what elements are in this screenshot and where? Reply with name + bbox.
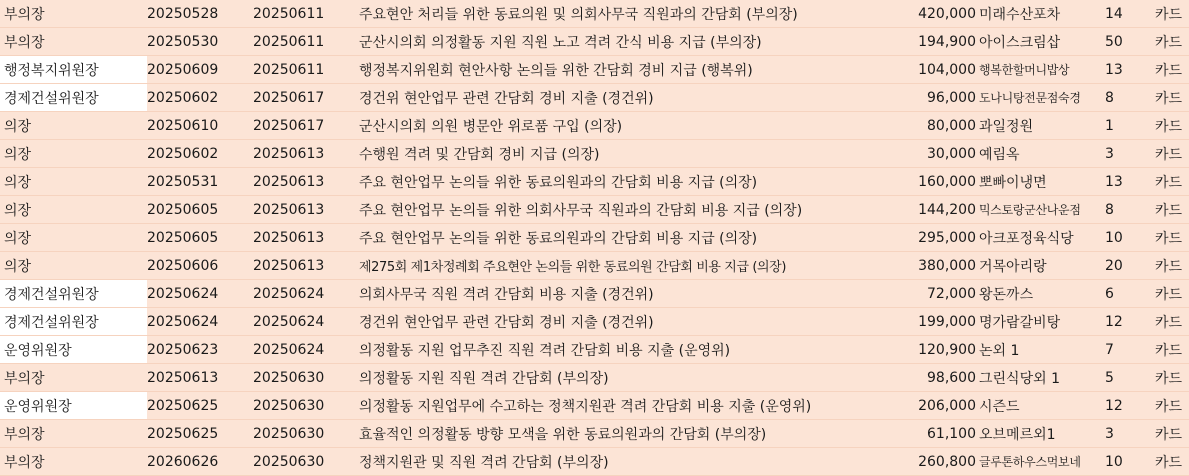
settle-date-cell[interactable]: 20250630 — [253, 364, 359, 392]
table-row — [0, 140, 1189, 168]
vendor-cell[interactable]: 미래수산포차 — [976, 0, 1105, 28]
settle-date-cell[interactable]: 20250613 — [253, 224, 359, 252]
vendor-cell[interactable]: 예림옥 — [976, 140, 1105, 168]
table-row — [0, 84, 1189, 112]
amount-cell[interactable]: 160,000 — [879, 168, 976, 196]
amount-cell[interactable]: 80,000 — [879, 112, 976, 140]
headcount-cell[interactable]: 20 — [1105, 252, 1155, 280]
payment-method-cell[interactable]: 카드 — [1155, 224, 1189, 252]
payment-method-cell[interactable]: 카드 — [1155, 392, 1189, 420]
role-cell[interactable]: 부의장 — [0, 420, 147, 448]
settle-date-cell[interactable]: 20250630 — [253, 448, 359, 476]
settle-date-cell[interactable]: 20250624 — [253, 336, 359, 364]
table-row — [0, 392, 1189, 420]
settle-date-cell[interactable]: 20250611 — [253, 56, 359, 84]
settle-date-cell[interactable]: 20250613 — [253, 196, 359, 224]
headcount-cell[interactable]: 8 — [1105, 196, 1155, 224]
vendor-cell[interactable]: 왕돈까스 — [976, 280, 1105, 308]
vendor-cell[interactable]: 행복한할머니밥상 — [976, 56, 1105, 84]
table-row — [0, 252, 1189, 280]
amount-cell[interactable]: 96,000 — [879, 84, 976, 112]
use-date-cell[interactable]: 20250624 — [147, 280, 253, 308]
role-cell[interactable]: 의장 — [0, 196, 147, 224]
table-row — [0, 56, 1189, 84]
role-cell[interactable]: 의장 — [0, 252, 147, 280]
headcount-cell[interactable]: 14 — [1105, 0, 1155, 28]
use-date-cell[interactable]: 20260626 — [147, 448, 253, 476]
table-row — [0, 280, 1189, 308]
payment-method-cell[interactable]: 카드 — [1155, 196, 1189, 224]
amount-cell[interactable]: 98,600 — [879, 364, 976, 392]
role-cell[interactable]: 운영위원장 — [0, 336, 147, 364]
vendor-cell[interactable]: 과일정원 — [976, 112, 1105, 140]
headcount-cell[interactable]: 10 — [1105, 448, 1155, 476]
role-cell[interactable]: 부의장 — [0, 0, 147, 28]
headcount-cell[interactable]: 1 — [1105, 112, 1155, 140]
table-row — [0, 336, 1189, 364]
payment-method-cell[interactable]: 카드 — [1155, 140, 1189, 168]
role-cell[interactable]: 행정복지위원장 — [0, 56, 147, 84]
role-cell[interactable]: 의장 — [0, 140, 147, 168]
payment-method-cell[interactable]: 카드 — [1155, 336, 1189, 364]
vendor-cell[interactable]: 아크포정육식당 — [976, 224, 1105, 252]
payment-method-cell[interactable]: 카드 — [1155, 252, 1189, 280]
description-cell[interactable]: 주요현안 처리들 위한 동료의원 및 의회사무국 직원과의 간담회 (부의장) — [359, 0, 879, 28]
headcount-cell[interactable]: 7 — [1105, 336, 1155, 364]
vendor-cell[interactable]: 아이스크림삽 — [976, 28, 1105, 56]
role-cell[interactable]: 경제건설위원장 — [0, 280, 147, 308]
role-cell[interactable]: 의장 — [0, 168, 147, 196]
use-date-cell[interactable]: 20250613 — [147, 364, 253, 392]
payment-method-cell[interactable]: 카드 — [1155, 112, 1189, 140]
payment-method-cell[interactable]: 카드 — [1155, 28, 1189, 56]
description-cell[interactable]: 제275회 제1차정례회 주요현안 논의들 위한 동료의원 간담회 비용 지급 (의장) — [359, 252, 879, 280]
use-date-cell[interactable]: 20250530 — [147, 28, 253, 56]
headcount-cell[interactable]: 6 — [1105, 280, 1155, 308]
use-date-cell[interactable]: 20250610 — [147, 112, 253, 140]
headcount-cell[interactable]: 12 — [1105, 392, 1155, 420]
headcount-cell[interactable]: 50 — [1105, 28, 1155, 56]
role-cell[interactable]: 의장 — [0, 224, 147, 252]
description-cell[interactable]: 행정복지위원회 현안사항 논의들 위한 간담회 경비 지급 (행복위) — [359, 56, 879, 84]
payment-method-cell[interactable]: 카드 — [1155, 280, 1189, 308]
use-date-cell[interactable]: 20250602 — [147, 84, 253, 112]
table-row — [0, 224, 1189, 252]
description-cell[interactable]: 의정활동 지원 업무추진 직원 격려 간담회 비용 지출 (운영위) — [359, 336, 879, 364]
payment-method-cell[interactable]: 카드 — [1155, 364, 1189, 392]
use-date-cell[interactable]: 20250609 — [147, 56, 253, 84]
use-date-cell[interactable]: 20250605 — [147, 224, 253, 252]
headcount-cell[interactable]: 3 — [1105, 140, 1155, 168]
amount-cell[interactable]: 295,000 — [879, 224, 976, 252]
settle-date-cell[interactable]: 20250611 — [253, 0, 359, 28]
payment-method-cell[interactable]: 카드 — [1155, 308, 1189, 336]
amount-cell[interactable]: 380,000 — [879, 252, 976, 280]
headcount-cell[interactable]: 8 — [1105, 84, 1155, 112]
role-cell[interactable]: 운영위원장 — [0, 392, 147, 420]
table-row — [0, 28, 1189, 56]
payment-method-cell[interactable]: 카드 — [1155, 56, 1189, 84]
amount-cell[interactable]: 104,000 — [879, 56, 976, 84]
table-row — [0, 196, 1189, 224]
table-row — [0, 112, 1189, 140]
amount-cell[interactable]: 194,900 — [879, 28, 976, 56]
vendor-cell[interactable]: 그린식당외 1 — [976, 364, 1105, 392]
table-row — [0, 168, 1189, 196]
use-date-cell[interactable]: 20250606 — [147, 252, 253, 280]
use-date-cell[interactable]: 20250605 — [147, 196, 253, 224]
role-cell[interactable]: 부의장 — [0, 364, 147, 392]
description-cell[interactable]: 주요 현안업무 논의들 위한 동료의원과의 간담회 비용 지급 (의장) — [359, 168, 879, 196]
description-cell[interactable]: 의정활동 지원업무에 수고하는 정책지원관 격려 간담회 비용 지출 (운영위) — [359, 392, 879, 420]
description-cell[interactable]: 의회사무국 직원 격려 간담회 비용 지출 (경건위) — [359, 280, 879, 308]
headcount-cell[interactable]: 13 — [1105, 56, 1155, 84]
description-cell[interactable]: 정책지원관 및 직원 격려 간담회 (부의장) — [359, 448, 879, 476]
amount-cell[interactable]: 72,000 — [879, 280, 976, 308]
settle-date-cell[interactable]: 20250611 — [253, 28, 359, 56]
settle-date-cell[interactable]: 20250613 — [253, 168, 359, 196]
table-row — [0, 0, 1189, 28]
settle-date-cell[interactable]: 20250617 — [253, 112, 359, 140]
headcount-cell[interactable]: 10 — [1105, 224, 1155, 252]
description-cell[interactable]: 수행원 격려 및 간담회 경비 지급 (의장) — [359, 140, 879, 168]
vendor-cell[interactable]: 믹스토랑군산나운점 — [976, 196, 1105, 224]
headcount-cell[interactable]: 12 — [1105, 308, 1155, 336]
vendor-cell[interactable]: 시즌드 — [976, 392, 1105, 420]
amount-cell[interactable]: 260,800 — [879, 448, 976, 476]
settle-date-cell[interactable]: 20250630 — [253, 420, 359, 448]
headcount-cell[interactable]: 13 — [1105, 168, 1155, 196]
settle-date-cell[interactable]: 20250624 — [253, 308, 359, 336]
description-cell[interactable]: 효율적인 의정활동 방향 모색을 위한 동료의원과의 간담회 (부의장) — [359, 420, 879, 448]
amount-cell[interactable]: 61,100 — [879, 420, 976, 448]
use-date-cell[interactable]: 20250625 — [147, 392, 253, 420]
amount-cell[interactable]: 144,200 — [879, 196, 976, 224]
use-date-cell[interactable]: 20250602 — [147, 140, 253, 168]
payment-method-cell[interactable]: 카드 — [1155, 448, 1189, 476]
amount-cell[interactable]: 199,000 — [879, 308, 976, 336]
table-row — [0, 420, 1189, 448]
settle-date-cell[interactable]: 20250630 — [253, 392, 359, 420]
vendor-cell[interactable]: 오브메르외1 — [976, 420, 1105, 448]
settle-date-cell[interactable]: 20250613 — [253, 252, 359, 280]
description-cell[interactable]: 군산시의회 의원 병문안 위로품 구입 (의장) — [359, 112, 879, 140]
role-cell[interactable]: 부의장 — [0, 448, 147, 476]
use-date-cell[interactable]: 20250624 — [147, 308, 253, 336]
description-cell[interactable]: 경건위 현안업무 관련 간담회 경비 지출 (경건위) — [359, 84, 879, 112]
headcount-cell[interactable]: 3 — [1105, 420, 1155, 448]
role-cell[interactable]: 경제건설위원장 — [0, 308, 147, 336]
vendor-cell[interactable]: 글루톤하우스먹보네 — [976, 448, 1105, 476]
description-cell[interactable]: 경건위 현안업무 관련 간담회 경비 지출 (경건위) — [359, 308, 879, 336]
amount-cell[interactable]: 120,900 — [879, 336, 976, 364]
use-date-cell[interactable]: 20250623 — [147, 336, 253, 364]
role-cell[interactable]: 경제건설위원장 — [0, 84, 147, 112]
payment-method-cell[interactable]: 카드 — [1155, 84, 1189, 112]
use-date-cell[interactable]: 20250625 — [147, 420, 253, 448]
settle-date-cell[interactable]: 20250613 — [253, 140, 359, 168]
amount-cell[interactable]: 30,000 — [879, 140, 976, 168]
settle-date-cell[interactable]: 20250624 — [253, 280, 359, 308]
vendor-cell[interactable]: 명가람갈비탕 — [976, 308, 1105, 336]
description-cell[interactable]: 군산시의회 의정활동 지원 직원 노고 격려 간식 비용 지급 (부의장) — [359, 28, 879, 56]
use-date-cell[interactable]: 20250528 — [147, 0, 253, 28]
headcount-cell[interactable]: 5 — [1105, 364, 1155, 392]
amount-cell[interactable]: 206,000 — [879, 392, 976, 420]
payment-method-cell[interactable]: 카드 — [1155, 420, 1189, 448]
role-cell[interactable]: 부의장 — [0, 28, 147, 56]
payment-method-cell[interactable]: 카드 — [1155, 168, 1189, 196]
vendor-cell[interactable]: 논외 1 — [976, 336, 1105, 364]
description-cell[interactable]: 의정활동 지원 직원 격려 간담회 (부의장) — [359, 364, 879, 392]
role-cell[interactable]: 의장 — [0, 112, 147, 140]
table-row — [0, 364, 1189, 392]
description-cell[interactable]: 주요 현안업무 논의들 위한 동료의원과의 간담회 비용 지급 (의장) — [359, 224, 879, 252]
table-row — [0, 308, 1189, 336]
table-row — [0, 448, 1189, 476]
use-date-cell[interactable]: 20250531 — [147, 168, 253, 196]
vendor-cell[interactable]: 거목아리랑 — [976, 252, 1105, 280]
vendor-cell[interactable]: 뽀빠이냉면 — [976, 168, 1105, 196]
settle-date-cell[interactable]: 20250617 — [253, 84, 359, 112]
description-cell[interactable]: 주요 현안업무 논의들 위한 의회사무국 직원과의 간담회 비용 지급 (의장) — [359, 196, 879, 224]
vendor-cell[interactable]: 도나니탕전문점숙경 — [976, 84, 1105, 112]
payment-method-cell[interactable]: 카드 — [1155, 0, 1189, 28]
amount-cell[interactable]: 420,000 — [879, 0, 976, 28]
